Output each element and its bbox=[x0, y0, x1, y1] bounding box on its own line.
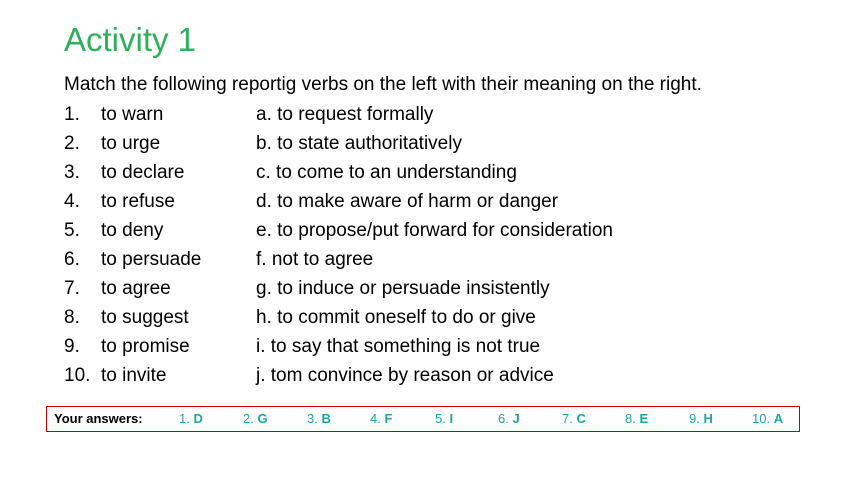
answer-item: 4. F bbox=[370, 411, 393, 426]
item-verb: to invite bbox=[101, 365, 167, 386]
item-meaning: f. not to agree bbox=[256, 249, 374, 270]
item-number: 3. bbox=[64, 162, 80, 183]
list-item bbox=[64, 305, 784, 334]
item-meaning: d. to make aware of harm or danger bbox=[256, 191, 559, 212]
list-item bbox=[64, 131, 784, 160]
answer-item: 7. C bbox=[562, 411, 586, 426]
list-item bbox=[64, 218, 784, 247]
item-number: 10. bbox=[64, 365, 91, 386]
matching-list bbox=[64, 102, 784, 392]
item-meaning: g. to induce or persuade insistently bbox=[256, 278, 550, 299]
answer-item: 5. I bbox=[435, 411, 454, 426]
answers-box bbox=[46, 406, 800, 432]
page-title: Activity 1 bbox=[64, 21, 197, 58]
list-item bbox=[64, 160, 784, 189]
item-number: 9. bbox=[64, 336, 80, 357]
item-meaning: c. to come to an understanding bbox=[256, 162, 517, 183]
list-item bbox=[64, 363, 784, 392]
answer-item: 8. E bbox=[625, 411, 649, 426]
item-number: 6. bbox=[64, 249, 80, 270]
item-verb: to agree bbox=[101, 278, 171, 299]
answer-item: 9. H bbox=[689, 411, 713, 426]
item-number: 8. bbox=[64, 307, 80, 328]
list-item bbox=[64, 189, 784, 218]
item-verb: to declare bbox=[101, 162, 185, 183]
item-meaning: a. to request formally bbox=[256, 104, 434, 125]
item-verb: to urge bbox=[101, 133, 161, 154]
item-meaning: j. tom convince by reason or advice bbox=[256, 365, 554, 386]
item-verb: to suggest bbox=[101, 307, 189, 328]
item-number: 4. bbox=[64, 191, 80, 212]
list-item bbox=[64, 334, 784, 363]
item-number: 5. bbox=[64, 220, 80, 241]
item-meaning: b. to state authoritatively bbox=[256, 133, 462, 154]
answer-item: 2. G bbox=[243, 411, 268, 426]
item-verb: to promise bbox=[101, 336, 190, 357]
item-number: 2. bbox=[64, 133, 80, 154]
item-verb: to deny bbox=[101, 220, 164, 241]
list-item bbox=[64, 102, 784, 131]
list-item bbox=[64, 247, 784, 276]
item-meaning: e. to propose/put forward for consideration bbox=[256, 220, 613, 241]
item-verb: to warn bbox=[101, 104, 164, 125]
item-meaning: i. to say that something is not true bbox=[256, 336, 541, 357]
item-verb: to refuse bbox=[101, 191, 175, 212]
answer-item: 6. J bbox=[498, 411, 520, 426]
item-meaning: h. to commit oneself to do or give bbox=[256, 307, 536, 328]
item-number: 1. bbox=[64, 104, 80, 125]
answer-item: 10. A bbox=[752, 411, 784, 426]
list-item bbox=[64, 276, 784, 305]
item-number: 7. bbox=[64, 278, 80, 299]
answers-label: Your answers: bbox=[54, 411, 143, 426]
answer-item: 1. D bbox=[179, 411, 203, 426]
item-verb: to persuade bbox=[101, 249, 202, 270]
answer-item: 3. B bbox=[307, 411, 331, 426]
instruction-text: Match the following reportig verbs on the left with their meaning on the right. bbox=[64, 74, 702, 95]
